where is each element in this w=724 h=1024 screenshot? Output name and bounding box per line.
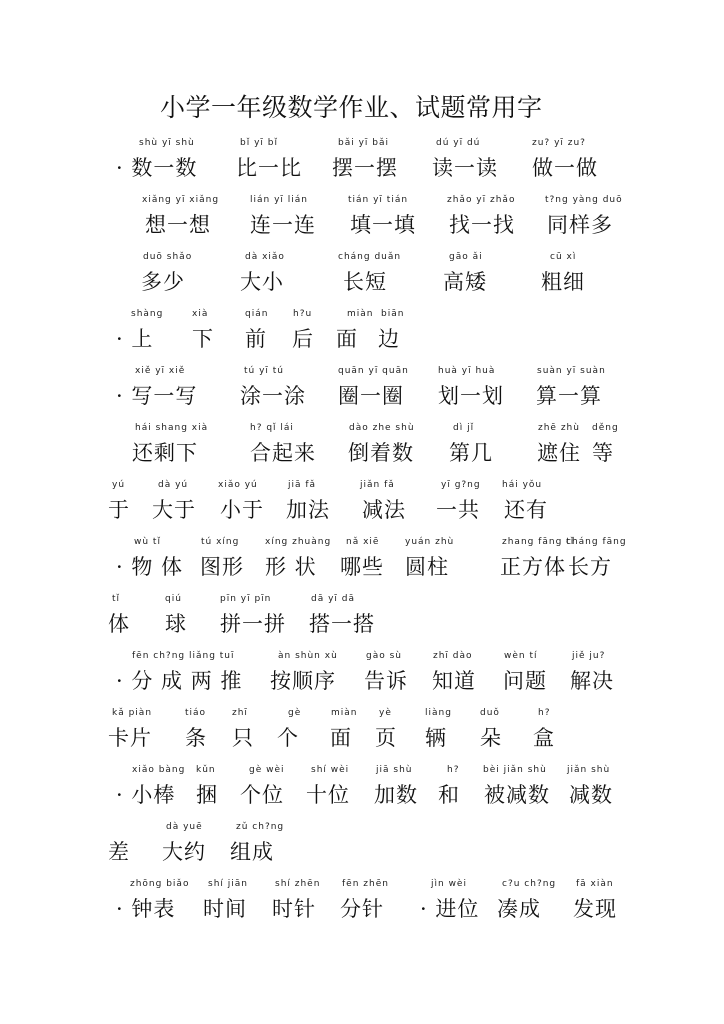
vocab-row	[0, 879, 724, 929]
pinyin-label: xiǎng yī xiǎng	[142, 195, 220, 205]
pinyin-label: nǎ xiē	[346, 537, 380, 547]
pinyin-label: zhǎo yī zhǎo	[447, 195, 516, 205]
pinyin-label: lián yī lián	[250, 195, 308, 205]
pinyin-label: jiǎn fǎ	[360, 480, 395, 490]
chinese-term: 长短	[343, 270, 387, 294]
chinese-term: 小于	[220, 498, 264, 522]
chinese-term: 读一读	[432, 156, 498, 180]
chinese-term: 按顺序	[270, 669, 336, 693]
chinese-term: 减法	[362, 498, 406, 522]
chinese-term: 正方体	[500, 555, 566, 579]
pinyin-label: fā xiàn	[576, 879, 614, 889]
vocab-row	[0, 765, 724, 815]
chinese-term: 圈一圈	[338, 384, 404, 408]
pinyin-label: dà yuē	[166, 822, 203, 832]
pinyin-label: yī g?ng	[441, 480, 481, 490]
chinese-term: 时针	[272, 897, 316, 921]
chinese-term: · 进位	[420, 897, 480, 921]
vocab-row	[0, 822, 724, 872]
chinese-term: 还剩下	[132, 441, 198, 465]
chinese-term: 解决	[570, 669, 614, 693]
pinyin-label: dào zhe shù	[349, 423, 415, 433]
chinese-term: 分针	[340, 897, 384, 921]
pinyin-label: bǐ yī bǐ	[240, 138, 278, 148]
pinyin-label: tú xíng	[201, 537, 240, 547]
pinyin-label: tǐ	[112, 594, 121, 604]
chinese-term: 知道	[432, 669, 476, 693]
chinese-term: 哪些	[340, 555, 384, 579]
chinese-term: 涂一涂	[240, 384, 306, 408]
pinyin-label: jìn wèi	[431, 879, 467, 889]
pinyin-label: fēn zhēn	[342, 879, 389, 889]
chinese-term: 页	[375, 726, 397, 750]
chinese-term: 同样多	[547, 213, 613, 237]
chinese-term: 下	[192, 327, 214, 351]
page-title: 小学一年级数学作业、试题常用字	[160, 93, 543, 122]
chinese-term: 凑成	[497, 897, 541, 921]
vocab-row	[0, 195, 724, 245]
vocab-row	[0, 651, 724, 701]
pinyin-label: dì jǐ	[453, 423, 475, 433]
pinyin-label: wèn tí	[504, 651, 538, 661]
pinyin-label: děng	[592, 423, 619, 433]
pinyin-label: dà xiǎo	[245, 252, 285, 262]
chinese-term: 辆	[425, 726, 447, 750]
chinese-term: 十位	[306, 783, 350, 807]
chinese-term: · 写一写	[116, 384, 198, 408]
chinese-term: 合起来	[250, 441, 316, 465]
pinyin-label: gè	[288, 708, 302, 718]
chinese-term: 第几	[449, 441, 493, 465]
chinese-term: 只	[232, 726, 254, 750]
pinyin-label: zu? yī zu?	[532, 138, 586, 148]
vocab-row	[0, 309, 724, 359]
pinyin-label: h?	[538, 708, 551, 718]
pinyin-label: hái shang xià	[135, 423, 209, 433]
chinese-term: 图形	[200, 555, 244, 579]
chinese-term: 倒着数	[348, 441, 414, 465]
chinese-term: 长方	[568, 555, 612, 579]
chinese-term: 摆一摆	[332, 156, 398, 180]
vocab-row	[0, 594, 724, 644]
pinyin-label: shí zhēn	[275, 879, 321, 889]
chinese-term: · 物 体	[116, 555, 184, 579]
pinyin-label: àn shùn xù	[278, 651, 338, 661]
pinyin-label: yú	[112, 480, 126, 490]
pinyin-label: duǒ	[480, 708, 500, 718]
pinyin-label: qiú	[165, 594, 182, 604]
chinese-term: · 分 成 两 推	[116, 669, 243, 693]
pinyin-label: zhōng biǎo	[130, 879, 190, 889]
pinyin-label: tú yī tú	[244, 366, 285, 376]
pinyin-label: zhang fāng tǐ	[502, 537, 575, 547]
chinese-term: 边	[378, 327, 400, 351]
chinese-term: 算一算	[536, 384, 602, 408]
vocab-row	[0, 480, 724, 530]
pinyin-label: huà yī huà	[438, 366, 496, 376]
chinese-term: 盒	[533, 726, 555, 750]
chinese-term: 面	[330, 726, 352, 750]
chinese-term: 组成	[230, 840, 274, 864]
pinyin-label: kǎ piàn	[112, 708, 153, 718]
chinese-term: 高矮	[443, 270, 487, 294]
vocab-row	[0, 537, 724, 587]
pinyin-label: bǎi yī bǎi	[338, 138, 390, 148]
chinese-term: 遮住	[537, 441, 581, 465]
pinyin-label: liàng	[425, 708, 452, 718]
pinyin-label: yuán zhù	[405, 537, 455, 547]
chinese-term: 还有	[504, 498, 548, 522]
chinese-term: 找一找	[449, 213, 515, 237]
pinyin-label: tián yī tián	[348, 195, 409, 205]
chinese-term: 搭一搭	[309, 612, 375, 636]
vocab-row	[0, 252, 724, 302]
chinese-term: 划一划	[438, 384, 504, 408]
pinyin-label: xiě yī xiě	[135, 366, 186, 376]
pinyin-label: cháng fāng	[566, 537, 627, 547]
chinese-term: 多少	[141, 270, 185, 294]
pinyin-label: cháng duǎn	[338, 252, 402, 262]
pinyin-label: wù tǐ	[134, 537, 161, 547]
chinese-term: 于	[108, 498, 130, 522]
pinyin-label: zhī	[232, 708, 248, 718]
pinyin-label: jiǎn shù	[567, 765, 611, 775]
chinese-term: 个	[277, 726, 299, 750]
chinese-term: 卡片	[108, 726, 152, 750]
pinyin-label: miàn	[347, 309, 374, 319]
pinyin-label: t?ng yàng duō	[545, 195, 623, 205]
chinese-term: 差	[108, 840, 130, 864]
chinese-term: 大约	[162, 840, 206, 864]
chinese-term: 后	[292, 327, 314, 351]
chinese-term: 连一连	[250, 213, 316, 237]
pinyin-label: bèi jiǎn shù	[483, 765, 547, 775]
pinyin-label: jiě ju?	[572, 651, 606, 661]
chinese-term: 一共	[436, 498, 480, 522]
pinyin-label: tiáo	[185, 708, 207, 718]
pinyin-label: zhī dào	[433, 651, 473, 661]
chinese-term: 粗细	[541, 270, 585, 294]
chinese-term: 面	[336, 327, 358, 351]
pinyin-label: cū xì	[550, 252, 577, 262]
pinyin-label: biān	[381, 309, 405, 319]
chinese-term: 等	[592, 441, 614, 465]
pinyin-label: dú yī dú	[436, 138, 481, 148]
chinese-term: 做一做	[532, 156, 598, 180]
pinyin-label: shí jiān	[208, 879, 248, 889]
pinyin-label: xiǎo yú	[218, 480, 258, 490]
pinyin-label: kǔn	[196, 765, 216, 775]
pinyin-label: xíng zhuàng	[265, 537, 332, 547]
chinese-term: 时间	[203, 897, 247, 921]
chinese-term: 和	[438, 783, 460, 807]
chinese-term: · 数一数	[116, 156, 198, 180]
pinyin-label: miàn	[331, 708, 358, 718]
pinyin-label: h?	[447, 765, 460, 775]
pinyin-label: h?u	[293, 309, 313, 319]
chinese-term: 拼一拼	[220, 612, 286, 636]
pinyin-label: jiā fǎ	[288, 480, 317, 490]
chinese-term: 捆	[196, 783, 218, 807]
pinyin-label: jiā shù	[376, 765, 413, 775]
chinese-term: 个位	[240, 783, 284, 807]
chinese-term: 球	[165, 612, 187, 636]
chinese-term: 前	[245, 327, 267, 351]
vocab-row	[0, 708, 724, 758]
chinese-term: 减数	[569, 783, 613, 807]
chinese-term: 告诉	[364, 669, 408, 693]
pinyin-label: gè wèi	[249, 765, 285, 775]
chinese-term: 问题	[503, 669, 547, 693]
chinese-term: 被减数	[484, 783, 550, 807]
chinese-term: 加法	[286, 498, 330, 522]
pinyin-label: shí wèi	[311, 765, 350, 775]
pinyin-label: shù yī shù	[139, 138, 195, 148]
chinese-term: 填一填	[350, 213, 416, 237]
chinese-term: 朵	[480, 726, 502, 750]
pinyin-label: suàn yī suàn	[537, 366, 606, 376]
vocab-row	[0, 423, 724, 473]
pinyin-label: gāo ǎi	[449, 252, 483, 262]
chinese-term: 体	[108, 612, 130, 636]
chinese-term: 想一想	[145, 213, 211, 237]
pinyin-label: hái yǒu	[502, 480, 543, 490]
pinyin-label: xià	[192, 309, 209, 319]
pinyin-label: qián	[245, 309, 269, 319]
pinyin-label: xiǎo bàng	[132, 765, 186, 775]
chinese-term: 圆柱	[405, 555, 449, 579]
pinyin-label: quān yī quān	[338, 366, 409, 376]
pinyin-label: dà yú	[158, 480, 189, 490]
chinese-term: · 小棒	[116, 783, 176, 807]
pinyin-label: dā yī dā	[311, 594, 356, 604]
pinyin-label: pīn yī pīn	[220, 594, 272, 604]
pinyin-label: zǔ ch?ng	[236, 822, 285, 832]
pinyin-label: yè	[379, 708, 392, 718]
chinese-term: 加数	[374, 783, 418, 807]
pinyin-label: gào sù	[366, 651, 402, 661]
chinese-term: 发现	[573, 897, 617, 921]
pinyin-label: fēn ch?ng liǎng tuī	[132, 651, 235, 661]
chinese-term: · 上	[116, 327, 154, 351]
vocab-row	[0, 138, 724, 188]
chinese-term: 形 状	[265, 555, 317, 579]
pinyin-label: shàng	[131, 309, 164, 319]
chinese-term: · 钟表	[116, 897, 176, 921]
pinyin-label: c?u ch?ng	[502, 879, 557, 889]
chinese-term: 比一比	[236, 156, 302, 180]
chinese-term: 条	[185, 726, 207, 750]
vocab-row	[0, 366, 724, 416]
chinese-term: 大小	[240, 270, 284, 294]
chinese-term: 大于	[152, 498, 196, 522]
pinyin-label: zhē zhù	[538, 423, 580, 433]
pinyin-label: duō shǎo	[143, 252, 193, 262]
pinyin-label: h? qǐ lái	[250, 423, 294, 433]
